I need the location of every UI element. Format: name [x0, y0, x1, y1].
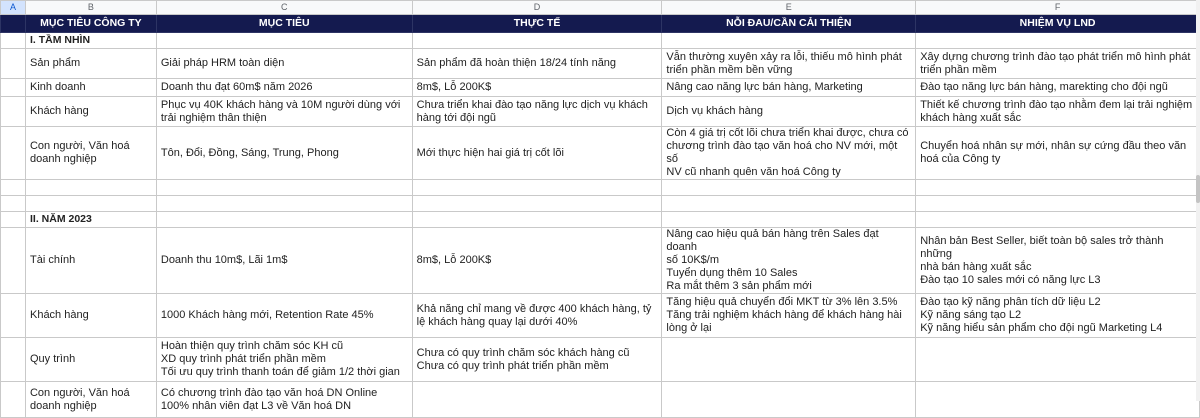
- cell-c[interactable]: Doanh thu 10m$, Lãi 1m$: [156, 228, 412, 294]
- cell-f[interactable]: Thiết kế chương trình đào tạo nhằm đem lại trải nghiệm khách hàng xuất sắc: [916, 97, 1200, 127]
- gutter-cell[interactable]: [1, 338, 26, 382]
- section-vision[interactable]: I. TẦM NHÌN: [25, 33, 156, 49]
- cell-d[interactable]: 8m$, Lỗ 200K$: [412, 79, 662, 97]
- cell-d[interactable]: 8m$, Lỗ 200K$: [412, 228, 662, 294]
- table-row: [1, 294, 1200, 338]
- cell-f[interactable]: [916, 382, 1200, 418]
- header-lnd-task[interactable]: NHIỆM VỤ LND: [916, 15, 1200, 33]
- cell-d[interactable]: [412, 382, 662, 418]
- cell[interactable]: [156, 196, 412, 212]
- section-row: [1, 33, 1200, 49]
- cell-d[interactable]: Khả năng chỉ mang về được 400 khách hàng, tỷ lệ khách hàng quay lại dưới 40%: [412, 294, 662, 338]
- cell[interactable]: [156, 33, 412, 49]
- cell-c[interactable]: Doanh thu đạt 60m$ năm 2026: [156, 79, 412, 97]
- column-header-c[interactable]: C: [156, 1, 412, 15]
- cell[interactable]: [412, 212, 662, 228]
- cell-e[interactable]: [662, 382, 916, 418]
- gutter-cell[interactable]: [1, 33, 26, 49]
- table-row: [1, 79, 1200, 97]
- cell-f[interactable]: Đào tạo năng lực bán hàng, marekting cho đội ngũ: [916, 79, 1200, 97]
- cell-f[interactable]: Xây dựng chương trình đào tạo phát triển mô hình phát triển phần mềm: [916, 49, 1200, 79]
- column-header-a[interactable]: A: [1, 1, 26, 15]
- cell-e[interactable]: Dịch vụ khách hàng: [662, 97, 916, 127]
- gutter-cell[interactable]: [1, 79, 26, 97]
- gutter-cell[interactable]: [1, 382, 26, 418]
- cell-b[interactable]: Con người, Văn hoá doanh nghiệp: [25, 382, 156, 418]
- cell-f[interactable]: [916, 338, 1200, 382]
- gutter-cell[interactable]: [1, 97, 26, 127]
- table-row: [1, 97, 1200, 127]
- cell-f[interactable]: Chuyển hoá nhân sự mới, nhân sự cứng đầu theo văn hoá của Công ty: [916, 127, 1200, 180]
- cell-c[interactable]: Hoàn thiện quy trình chăm sóc KH cũ XD quy trình phát triển phần mềm Tối ưu quy trình thanh toán để giảm 1/2 thời gian: [156, 338, 412, 382]
- table-row: [1, 382, 1200, 418]
- scrollbar-thumb[interactable]: [1196, 175, 1200, 203]
- gutter-cell[interactable]: [1, 228, 26, 294]
- header-goal[interactable]: MỤC TIÊU: [156, 15, 412, 33]
- cell-b[interactable]: Khách hàng: [25, 97, 156, 127]
- column-header-e[interactable]: E: [662, 1, 916, 15]
- cell-d[interactable]: Mới thực hiện hai giá trị cốt lõi: [412, 127, 662, 180]
- gutter-cell[interactable]: [1, 127, 26, 180]
- section-row: [1, 212, 1200, 228]
- gutter-cell[interactable]: [1, 294, 26, 338]
- header-company-goal[interactable]: MỤC TIÊU CÔNG TY: [25, 15, 156, 33]
- cell[interactable]: [662, 180, 916, 196]
- column-header-d[interactable]: D: [412, 1, 662, 15]
- table-row: [1, 49, 1200, 79]
- cell-c[interactable]: Phục vụ 40K khách hàng và 10M người dùng với trải nghiệm thân thiện: [156, 97, 412, 127]
- cell[interactable]: [156, 212, 412, 228]
- table-row: [1, 338, 1200, 382]
- column-header-f[interactable]: F: [916, 1, 1200, 15]
- cell-e[interactable]: [662, 338, 916, 382]
- cell-c[interactable]: Tôn, Đổi, Đồng, Sáng, Trung, Phong: [156, 127, 412, 180]
- cell-f[interactable]: Đào tạo kỹ năng phân tích dữ liệu L2 Kỹ năng sáng tạo L2 Kỹ năng hiểu sản phẩm cho đội ngũ Marketing L4: [916, 294, 1200, 338]
- cell[interactable]: [412, 180, 662, 196]
- cell[interactable]: [412, 196, 662, 212]
- cell[interactable]: [916, 212, 1200, 228]
- cell[interactable]: [412, 33, 662, 49]
- cell-e[interactable]: Nâng cao năng lực bán hàng, Marketing: [662, 79, 916, 97]
- empty-row: [1, 196, 1200, 212]
- cell-e[interactable]: Còn 4 giá trị cốt lõi chưa triển khai được, chưa có chương trình đào tạo văn hoá cho NV mới, một số NV cũ nhanh quên văn hoá Công ty: [662, 127, 916, 180]
- cell-b[interactable]: Sản phẩm: [25, 49, 156, 79]
- header-actual[interactable]: THỰC TẾ: [412, 15, 662, 33]
- gutter-cell[interactable]: [1, 196, 26, 212]
- cell-b[interactable]: Quy trình: [25, 338, 156, 382]
- cell-c[interactable]: 1000 Khách hàng mới, Retention Rate 45%: [156, 294, 412, 338]
- cell-c[interactable]: Có chương trình đào tạo văn hoá DN Online 100% nhân viên đạt L3 về Văn hoá DN: [156, 382, 412, 418]
- cell[interactable]: [916, 196, 1200, 212]
- table-row: [1, 228, 1200, 294]
- section-year-2023[interactable]: II. NĂM 2023: [25, 212, 156, 228]
- empty-row: [1, 180, 1200, 196]
- cell-c[interactable]: Giải pháp HRM toàn diện: [156, 49, 412, 79]
- cell[interactable]: [916, 33, 1200, 49]
- gutter-cell[interactable]: [1, 180, 26, 196]
- cell[interactable]: [662, 33, 916, 49]
- cell[interactable]: [662, 212, 916, 228]
- cell[interactable]: [25, 196, 156, 212]
- cell-e[interactable]: Vẫn thường xuyên xảy ra lỗi, thiếu mô hình phát triển phần mềm bền vững: [662, 49, 916, 79]
- gutter-cell[interactable]: [1, 212, 26, 228]
- cell[interactable]: [916, 180, 1200, 196]
- cell-d[interactable]: Chưa triển khai đào tạo năng lực dịch vụ khách hàng tới đội ngũ: [412, 97, 662, 127]
- cell-d[interactable]: Sản phẩm đã hoàn thiện 18/24 tính năng: [412, 49, 662, 79]
- cell[interactable]: [662, 196, 916, 212]
- table-row: [1, 127, 1200, 180]
- cell-f[interactable]: Nhân bản Best Seller, biết toàn bộ sales trở thành những nhà bán hàng xuất sắc Đào tạo 10 sales mới có năng lực L3: [916, 228, 1200, 294]
- vertical-scrollbar[interactable]: [1196, 0, 1200, 401]
- cell-b[interactable]: Con người, Văn hoá doanh nghiệp: [25, 127, 156, 180]
- cell-e[interactable]: Tăng hiệu quả chuyển đổi MKT từ 3% lên 3.5% Tăng trải nghiệm khách hàng để khách hàng hài lòng ở lại: [662, 294, 916, 338]
- cell-b[interactable]: Khách hàng: [25, 294, 156, 338]
- cell-b[interactable]: Kinh doanh: [25, 79, 156, 97]
- column-header-b[interactable]: B: [25, 1, 156, 15]
- gutter-cell[interactable]: [1, 15, 26, 33]
- cell-b[interactable]: Tài chính: [25, 228, 156, 294]
- gutter-cell[interactable]: [1, 49, 26, 79]
- header-pain-point[interactable]: NỖI ĐAU/CẦN CẢI THIỆN: [662, 15, 916, 33]
- cell-d[interactable]: Chưa có quy trình chăm sóc khách hàng cũ Chưa có quy trình phát triển phần mềm: [412, 338, 662, 382]
- cell[interactable]: [156, 180, 412, 196]
- cell[interactable]: [25, 180, 156, 196]
- cell-e[interactable]: Nâng cao hiệu quả bán hàng trên Sales đạt doanh số 10K$/m Tuyển dụng thêm 10 Sales Ra mắt thêm 3 sản phẩm mới: [662, 228, 916, 294]
- table-header-row: [1, 15, 1200, 33]
